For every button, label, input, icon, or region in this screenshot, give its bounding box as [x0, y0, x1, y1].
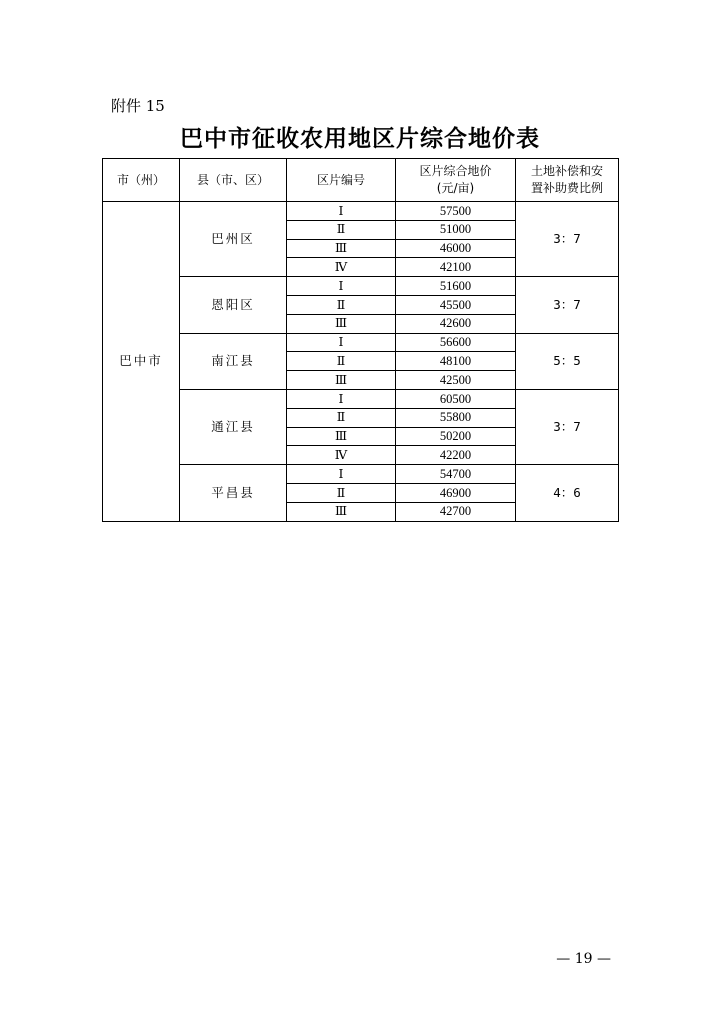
zone-code-cell: Ⅲ: [287, 314, 396, 333]
zone-code-cell: Ⅰ: [287, 333, 396, 352]
price-cell: 54700: [396, 465, 516, 484]
county-cell: 南江县: [180, 333, 287, 389]
table-row: [103, 465, 619, 484]
price-cell: 42600: [396, 314, 516, 333]
page-number: — 19 —: [556, 951, 611, 967]
price-cell: 46000: [396, 239, 516, 258]
ratio-cell: 3：7: [516, 277, 619, 333]
zone-code-cell: Ⅰ: [287, 465, 396, 484]
land-price-table: [102, 158, 619, 522]
zone-code-cell: Ⅳ: [287, 446, 396, 465]
price-cell: 46900: [396, 483, 516, 502]
header-ratio: [516, 159, 619, 202]
zone-code-cell: Ⅱ: [287, 483, 396, 502]
zone-code-cell: Ⅱ: [287, 220, 396, 239]
header-ratio-line1: 土地补偿和安: [530, 164, 603, 178]
ratio-cell: 5：5: [516, 333, 619, 389]
zone-code-cell: Ⅲ: [287, 239, 396, 258]
county-cell: 巴州区: [180, 202, 287, 277]
header-city: 市（州）: [103, 159, 180, 202]
price-cell: 42500: [396, 371, 516, 390]
header-county: 县（市、区）: [180, 159, 287, 202]
ratio-cell: 4：6: [516, 465, 619, 521]
header-price: [396, 159, 516, 202]
header-price-line1: 区片综合地价: [419, 164, 492, 178]
header-price-line2: (元/亩): [436, 181, 475, 195]
price-cell: 51600: [396, 277, 516, 296]
county-cell: 通江县: [180, 389, 287, 464]
table-row: [103, 277, 619, 296]
price-cell: 55800: [396, 408, 516, 427]
price-cell: 48100: [396, 352, 516, 371]
table-row: [103, 389, 619, 408]
zone-code-cell: Ⅱ: [287, 408, 396, 427]
zone-code-cell: Ⅲ: [287, 502, 396, 521]
zone-code-cell: Ⅰ: [287, 202, 396, 221]
table-row: [103, 202, 619, 221]
header-zone: 区片编号: [287, 159, 396, 202]
county-cell: 恩阳区: [180, 277, 287, 333]
header-ratio-line2: 置补助费比例: [530, 181, 603, 195]
county-cell: 平昌县: [180, 465, 287, 521]
price-cell: 56600: [396, 333, 516, 352]
price-cell: 42100: [396, 258, 516, 277]
zone-code-cell: Ⅲ: [287, 371, 396, 390]
zone-code-cell: Ⅰ: [287, 277, 396, 296]
table-body: [103, 202, 619, 522]
ratio-cell: 3：7: [516, 389, 619, 464]
price-cell: 42200: [396, 446, 516, 465]
price-cell: 45500: [396, 295, 516, 314]
table-header-row: [103, 159, 619, 202]
zone-code-cell: Ⅰ: [287, 389, 396, 408]
zone-code-cell: Ⅲ: [287, 427, 396, 446]
attachment-label: 附件 15: [111, 97, 165, 115]
price-cell: 42700: [396, 502, 516, 521]
price-cell: 60500: [396, 389, 516, 408]
city-cell: 巴中市: [103, 202, 180, 522]
price-cell: 50200: [396, 427, 516, 446]
price-cell: 51000: [396, 220, 516, 239]
table-row: [103, 333, 619, 352]
zone-code-cell: Ⅳ: [287, 258, 396, 277]
ratio-cell: 3：7: [516, 202, 619, 277]
zone-code-cell: Ⅱ: [287, 352, 396, 371]
price-cell: 57500: [396, 202, 516, 221]
page-title: 巴中市征收农用地区片综合地价表: [180, 125, 540, 152]
zone-code-cell: Ⅱ: [287, 295, 396, 314]
